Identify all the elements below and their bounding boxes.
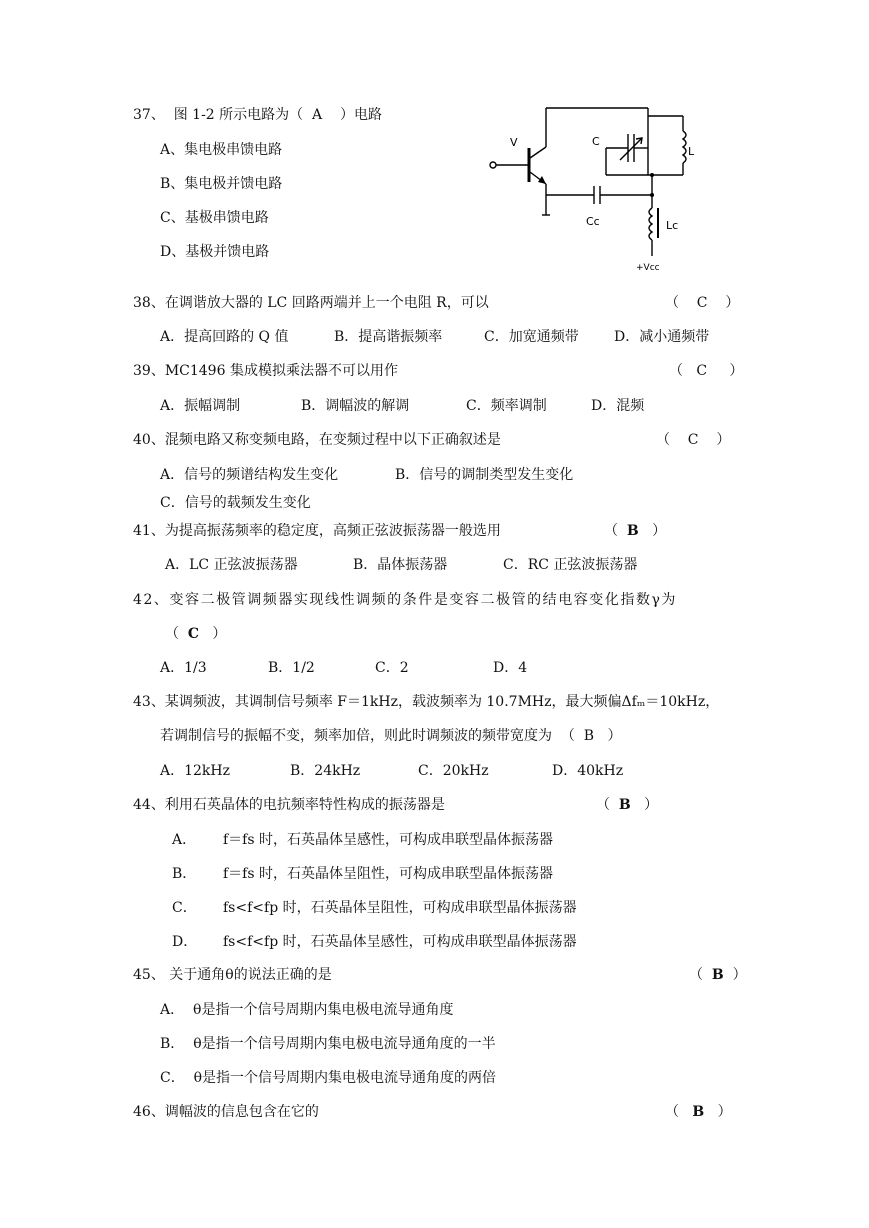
q42-option-c: C．2 — [375, 660, 409, 676]
q39-option-a: A．振幅调制 — [160, 398, 241, 414]
q42-option-d: D．4 — [493, 660, 528, 676]
q38-stem: 38、在调谐放大器的 LC 回路两端并上一个电阻 R，可以 — [133, 295, 489, 311]
q38-option-c: C．加宽通频带 — [484, 329, 579, 345]
label-cc: Cc — [586, 215, 600, 228]
q42-option-b: B．1/2 — [268, 660, 315, 676]
q41-option-b: B．晶体振荡器 — [353, 557, 448, 573]
q39-option-c: C．频率调制 — [466, 398, 547, 414]
q43-option-a: A．12kHz — [160, 763, 230, 779]
q41-answer: （ B ） — [604, 523, 667, 539]
q45-answer: （ B ） — [689, 967, 747, 983]
q44-option-a-letter: A． — [172, 832, 197, 848]
q41-option-c: C．RC 正弦波振荡器 — [503, 557, 638, 573]
q44-option-b-text: f＝fs 时，石英晶体呈阻性，可构成串联型晶体振荡器 — [223, 866, 553, 882]
q37-option-d: D、基极并馈电路 — [160, 244, 270, 260]
q38-option-a: A．提高回路的 Q 值 — [160, 329, 289, 345]
inductor-l — [683, 131, 686, 163]
circuit-diagram — [486, 98, 700, 274]
q40-option-c: C．信号的载频发生变化 — [160, 495, 311, 511]
q45-option-c: C． θ是指一个信号周期内集电极电流导通角度的两倍 — [160, 1070, 497, 1086]
q41-option-a: A．LC 正弦波振荡器 — [165, 557, 298, 573]
q43-option-b: B．24kHz — [290, 763, 361, 779]
q44-option-c-letter: C． — [172, 900, 197, 916]
q45-option-b: B． θ是指一个信号周期内集电极电流导通角度的一半 — [160, 1036, 496, 1052]
q44-option-a-text: f＝fs 时，石英晶体呈感性，可构成串联型晶体振荡器 — [223, 832, 553, 848]
q43-stem-continued: 若调制信号的振幅不变，频率加倍，则此时调频波的频带宽度为 （ B ） — [160, 728, 622, 744]
input-terminal — [490, 162, 496, 168]
q44-option-c-text: fs<f<fp 时，石英晶体呈阻性，可构成串联型晶体振荡器 — [223, 900, 577, 916]
q45-stem: 45、 关于通角θ的说法正确的是 — [133, 967, 332, 983]
q44-stem: 44、利用石英晶体的电抗频率特性构成的振荡器是 — [133, 797, 445, 813]
label-l: L — [688, 145, 695, 158]
q37-option-a: A、集电极串馈电路 — [160, 142, 283, 158]
q42-option-a: A．1/3 — [160, 660, 207, 676]
q44-answer: （ B ） — [596, 797, 659, 813]
q43-stem: 43、某调频波，其调制信号频率 F＝1kHz，载波频率为 10.7MHz，最大频偏Δfₘ＝10kHz， — [133, 694, 720, 710]
q40-answer: （ C ） — [656, 432, 731, 448]
q38-option-d: D．减小通频带 — [614, 329, 710, 345]
q40-stem: 40、混频电路又称变频电路，在变频过程中以下正确叙述是 — [133, 432, 501, 448]
q40-option-b: B．信号的调制类型发生变化 — [395, 467, 574, 483]
q39-stem: 39、MC1496 集成模拟乘法器不可以用作 — [133, 363, 398, 379]
q41-stem: 41、为提高振荡频率的稳定度，高频正弦波振荡器一般选用 — [133, 523, 501, 539]
q45-option-a: A． θ是指一个信号周期内集电极电流导通角度 — [160, 1002, 454, 1018]
q39-option-d: D．混频 — [591, 398, 645, 414]
q43-option-c: C．20kHz — [418, 763, 489, 779]
q40-option-a: A．信号的频谱结构发生变化 — [160, 467, 339, 483]
q46-answer: （ B ） — [665, 1104, 732, 1120]
q42-answer: （ C ） — [165, 626, 227, 642]
label-vcc: +Vcc — [636, 263, 660, 273]
inductor-lc — [649, 208, 652, 240]
q37-option-b: B、集电极并馈电路 — [160, 176, 283, 192]
label-lc: Lc — [666, 219, 679, 232]
q39-option-b: B．调幅波的解调 — [301, 398, 410, 414]
q39-answer: （ C ） — [669, 363, 744, 379]
label-v: V — [510, 136, 518, 149]
q43-option-d: D．40kHz — [552, 763, 624, 779]
label-c: C — [592, 135, 600, 148]
q42-stem: 42、变容二极管调频器实现线性调频的条件是变容二极管的结电容变化指数γ为 — [133, 592, 677, 608]
q38-answer: （ C ） — [665, 295, 740, 311]
q38-option-b: B．提高谐振频率 — [334, 329, 443, 345]
q44-option-b-letter: B． — [172, 866, 197, 882]
q37-stem: 37、 图 1-2 所示电路为（ A ）电路 — [133, 107, 382, 123]
q44-option-d-text: fs<f<fp 时，石英晶体呈感性，可构成串联型晶体振荡器 — [223, 934, 577, 950]
q44-option-d-letter: D． — [172, 934, 198, 950]
q46-stem: 46、调幅波的信息包含在它的 — [133, 1104, 319, 1120]
q37-option-c: C、基极串馈电路 — [160, 210, 269, 226]
